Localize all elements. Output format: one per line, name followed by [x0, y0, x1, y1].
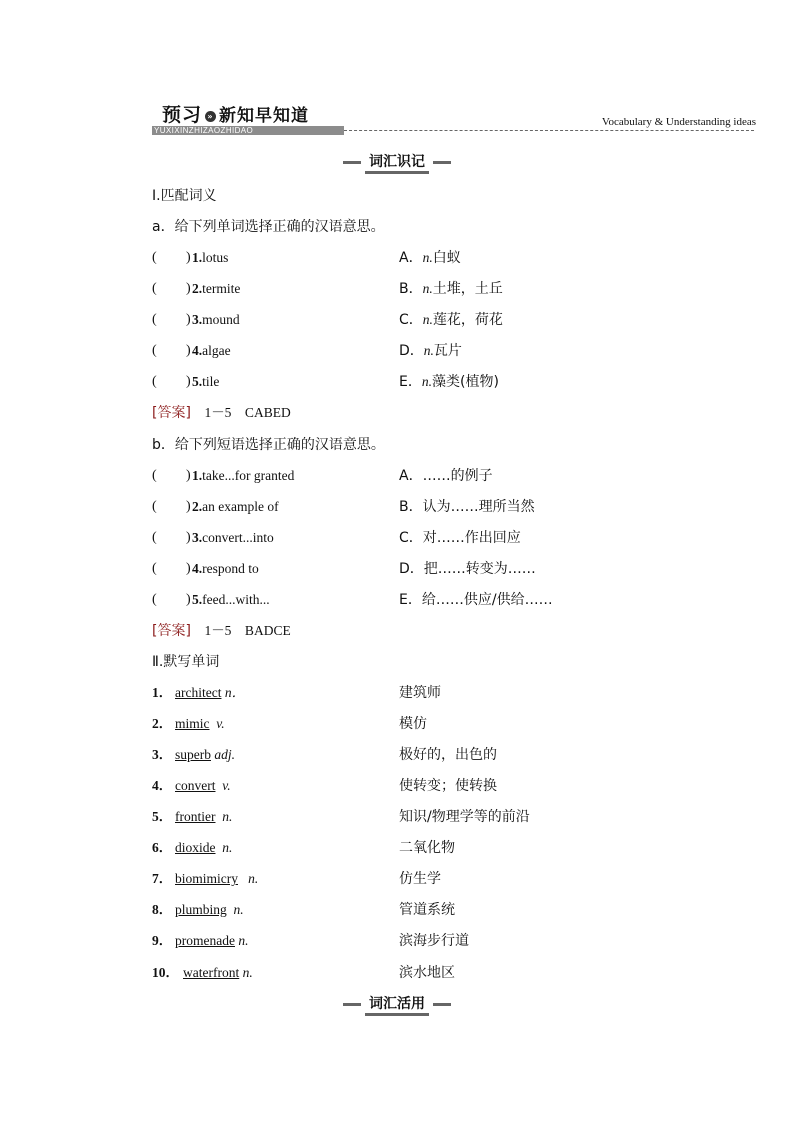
- item-phrase: feed...with...: [202, 592, 270, 607]
- option-meaning: 白蚁: [432, 250, 461, 266]
- header-title: [162, 100, 309, 127]
- list-item: ( ) 3.convert...into C．对……作出回应: [152, 527, 772, 549]
- arrow-icon: »: [205, 111, 216, 122]
- option-pos: n.: [422, 281, 433, 296]
- option-pos: n.: [421, 374, 432, 389]
- option-meaning: 对……作出回应: [422, 530, 521, 546]
- section-title-text: 词汇活用: [365, 995, 429, 1016]
- part1-a-instruction: [152, 216, 772, 238]
- option-meaning: 莲花，荷花: [432, 312, 503, 328]
- item-word: frontier: [175, 809, 216, 824]
- item-word: lotus: [202, 250, 229, 265]
- item-word: plumbing: [175, 902, 227, 917]
- list-item: [152, 806, 772, 828]
- header-divider: [344, 130, 754, 131]
- option-letter: B．: [399, 499, 423, 515]
- answer-tag: [答案]: [152, 623, 191, 639]
- section-title-vocab-recognition: [0, 153, 794, 173]
- header-right-text: Vocabulary & Understanding ideas: [601, 116, 756, 128]
- list-item: [152, 682, 772, 704]
- item-phrase: an example of: [202, 499, 279, 514]
- answer-blank[interactable]: (: [152, 281, 157, 296]
- list-item: ( ) 4.respond to D．把……转变为……: [152, 558, 772, 580]
- item-meaning: 二氧化物: [399, 840, 455, 856]
- item-pos: v.: [216, 716, 225, 731]
- item-pos: adj.: [214, 747, 236, 762]
- item-meaning: 极好的，出色的: [399, 747, 497, 763]
- part1-heading: [152, 185, 772, 207]
- part1-heading-text: Ⅰ.匹配词义: [152, 188, 217, 204]
- list-item: [152, 713, 772, 735]
- item-word: algae: [202, 343, 231, 358]
- item-phrase: respond to: [202, 561, 259, 576]
- list-item: [152, 962, 772, 984]
- item-word: architect: [175, 685, 222, 700]
- answer-blank[interactable]: (: [152, 312, 157, 327]
- item-number: 7．: [152, 871, 173, 886]
- answer-line: [152, 620, 772, 642]
- list-item: ( ) 5.feed...with... E．给……供应/供给……: [152, 589, 772, 611]
- option-letter: E．: [399, 374, 422, 390]
- answer-blank[interactable]: (: [152, 468, 157, 483]
- answer-blank[interactable]: (: [152, 250, 157, 265]
- option-letter: C．: [399, 530, 423, 546]
- list-item: [152, 899, 772, 921]
- part1-b-instruction: [152, 434, 772, 456]
- item-word: tile: [202, 374, 220, 389]
- header-title-b: 新知早知道: [219, 106, 310, 126]
- instruction-text: a．给下列单词选择正确的汉语意思。: [152, 219, 385, 235]
- answer-blank[interactable]: (: [152, 592, 157, 607]
- option-letter: A．: [399, 250, 423, 266]
- item-meaning: 使转变；使转换: [399, 778, 497, 794]
- item-meaning: 知识/物理学等的前沿: [399, 809, 530, 825]
- list-item: [152, 744, 772, 766]
- item-pos: n.: [233, 902, 244, 917]
- item-pos: n.: [242, 965, 253, 980]
- item-number: 2.: [192, 281, 203, 296]
- item-number: 2．: [152, 716, 173, 731]
- section-title-text: 词汇识记: [365, 153, 429, 174]
- instruction-text: b．给下列短语选择正确的汉语意思。: [152, 437, 385, 453]
- item-word: waterfront: [183, 965, 240, 980]
- item-number: 5．: [152, 809, 173, 824]
- item-number: 3．: [152, 747, 173, 762]
- item-meaning: 滨海步行道: [399, 933, 469, 949]
- section-title-vocab-usage: [0, 995, 794, 1015]
- item-number: 6．: [152, 840, 173, 855]
- item-number: 3.: [192, 530, 203, 545]
- list-item: ( ) 3.mound C．n.莲花，荷花: [152, 309, 772, 331]
- item-word: mimic: [175, 716, 210, 731]
- option-pos: n.: [422, 250, 433, 265]
- answer-blank[interactable]: (: [152, 530, 157, 545]
- option-letter: A．: [399, 468, 423, 484]
- item-word: termite: [202, 281, 241, 296]
- option-letter: E．: [399, 592, 422, 608]
- option-pos: n.: [422, 312, 433, 327]
- option-letter: B．: [399, 281, 423, 297]
- item-pos: n.: [248, 871, 259, 886]
- item-number: 4．: [152, 778, 173, 793]
- item-meaning: 建筑师: [399, 685, 441, 701]
- item-number: 2.: [192, 499, 203, 514]
- option-meaning: 瓦片: [433, 343, 462, 359]
- item-word: dioxide: [175, 840, 216, 855]
- item-number: 4.: [192, 561, 203, 576]
- option-meaning: 土堆，土丘: [432, 281, 503, 297]
- list-item: ( ) 1.lotus A．n.白蚁: [152, 247, 772, 269]
- option-meaning: 认为……理所当然: [422, 499, 535, 515]
- item-phrase: take...for granted: [202, 468, 295, 483]
- list-item: ( ) 5.tile E．n.藻类(植物): [152, 371, 772, 393]
- list-item: [152, 775, 772, 797]
- item-meaning: 管道系统: [399, 902, 455, 918]
- item-word: mound: [202, 312, 240, 327]
- header-pinyin: YUXIXINZHIZAOZHIDAO: [152, 126, 344, 135]
- answer-line: [152, 402, 772, 424]
- option-meaning: 把……转变为……: [423, 561, 536, 577]
- item-meaning: 模仿: [399, 716, 427, 732]
- option-letter: C．: [399, 312, 423, 328]
- item-word: superb: [175, 747, 211, 762]
- answer-text: 1－5 CABED: [204, 405, 291, 420]
- list-item: [152, 837, 772, 859]
- option-meaning: 藻类(植物): [431, 374, 499, 390]
- list-item: [152, 930, 772, 952]
- answer-blank[interactable]: (: [152, 499, 157, 514]
- item-number: 1.: [192, 468, 203, 483]
- item-number: 5.: [192, 592, 203, 607]
- list-item: ( ) 2.termite B．n.土堆，土丘: [152, 278, 772, 300]
- item-meaning: 滨水地区: [399, 965, 455, 981]
- answer-blank[interactable]: (: [152, 561, 157, 576]
- option-letter: D．: [399, 561, 424, 577]
- item-pos: v.: [222, 778, 231, 793]
- item-number: 1.: [192, 250, 203, 265]
- answer-text: 1－5 BADCE: [204, 623, 291, 638]
- part2-heading-text: Ⅱ.默写单词: [152, 654, 220, 670]
- item-phrase: convert...into: [202, 530, 274, 545]
- item-pos: n.: [222, 840, 233, 855]
- option-meaning: ……的例子: [422, 468, 493, 484]
- item-word: promenade: [175, 933, 235, 948]
- item-pos: n.: [238, 933, 249, 948]
- list-item: [152, 868, 772, 890]
- item-pos: n.: [222, 809, 233, 824]
- part2-heading: [152, 651, 772, 673]
- item-number: 10．: [152, 965, 179, 980]
- item-word: convert: [175, 778, 216, 793]
- list-item: ( ) 2.an example of B．认为……理所当然: [152, 496, 772, 518]
- item-number: 5.: [192, 374, 203, 389]
- item-meaning: 仿生学: [399, 871, 441, 887]
- answer-blank[interactable]: (: [152, 343, 157, 358]
- item-pos: n．: [224, 685, 246, 700]
- item-number: 3.: [192, 312, 203, 327]
- option-letter: D．: [399, 343, 424, 359]
- page-header: [152, 100, 756, 136]
- option-pos: n.: [423, 343, 434, 358]
- answer-blank[interactable]: (: [152, 374, 157, 389]
- option-meaning: 给……供应/供给……: [421, 592, 553, 608]
- item-number: 8．: [152, 902, 173, 917]
- header-title-a: 预习: [162, 104, 203, 126]
- item-number: 4.: [192, 343, 203, 358]
- list-item: ( ) 1.take...for granted A．……的例子: [152, 465, 772, 487]
- list-item: ( ) 4.algae D．n.瓦片: [152, 340, 772, 362]
- item-number: 1．: [152, 685, 173, 700]
- item-word: biomimicry: [175, 871, 238, 886]
- item-number: 9．: [152, 933, 173, 948]
- answer-tag: [答案]: [152, 405, 191, 421]
